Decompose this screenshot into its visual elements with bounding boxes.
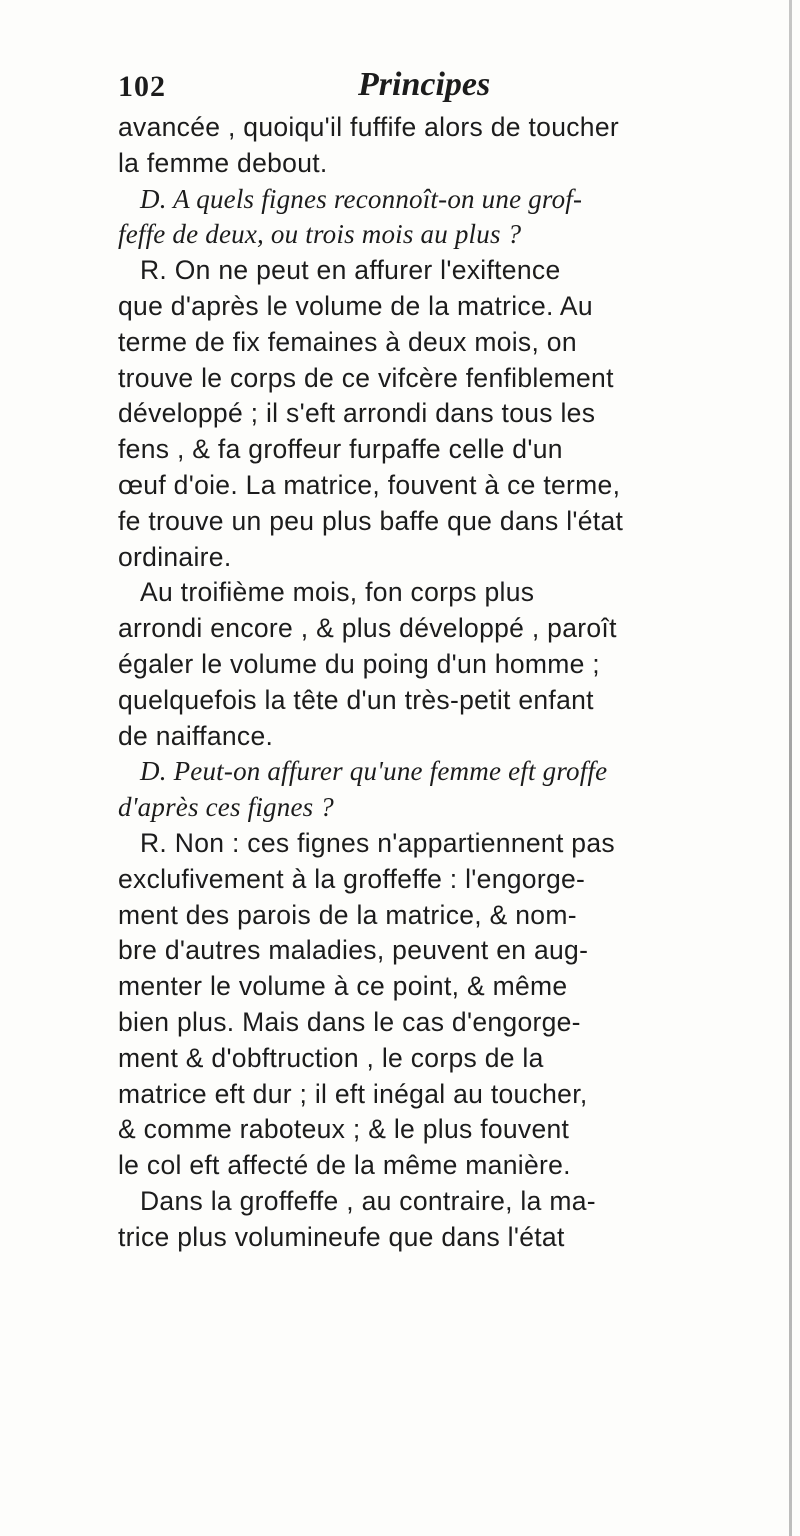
page-edge-shadow [789,0,792,1536]
text-line: trouve le corps de ce vifcère fenfiblement [118,362,614,393]
text-line: fe trouve un peu plus baffe que dans l'état [118,505,624,536]
text-line: égaler le volume du poing d'un homme ; [118,648,600,679]
text-line: bre d'autres maladies, peuvent en aug- [118,935,589,966]
text-line: fens , & fa groffeur furpaffe celle d'un [118,434,563,465]
question-line: feffe de deux, ou trois mois au plus ? [118,219,522,250]
page-number: 102 [118,70,166,103]
running-title: Principes [358,66,491,103]
text-line: exclufivement à la groffeffe : l'engorge- [118,863,586,894]
question-line: D. A quels fignes reconnoît-on une grof- [140,183,583,214]
answer-line: R. On ne peut en affurer l'exiftence [140,255,561,286]
text-line: le col eft affecté de la même manière. [118,1150,571,1181]
text-line: ordinaire. [118,541,232,572]
text-line: quelquefois la tête d'un très-petit enfant [118,684,594,715]
text-line: ment & d'obftruction , le corps de la [118,1042,544,1073]
page-header [118,66,718,110]
text-line: trice plus volumineufe que dans l'état [118,1221,565,1252]
text-line: la femme debout. [118,147,328,178]
text-line: Dans la groffeffe , au contraire, la ma- [140,1185,596,1216]
text-line: Au troifième mois, fon corps plus [140,577,535,608]
text-line: terme de fix femaines à deux mois, on [118,326,577,357]
question-line: D. Peut-on affurer qu'une femme eft groffe [140,756,608,787]
text-line: de naiffance. [118,720,274,751]
text-line: arrondi encore , & plus développé , paroît [118,613,617,644]
text-line: développé ; il s'eft arrondi dans tous les [118,398,596,429]
text-line: matrice eft dur ; il eft inégal au toucher, [118,1078,588,1109]
text-line: œuf d'oie. La matrice, fouvent à ce terme, [118,469,621,500]
body-text [118,110,788,1256]
question-line: d'après ces fignes ? [118,792,334,823]
text-line: bien plus. Mais dans le cas d'engorge- [118,1006,581,1037]
text-line: que d'après le volume de la matrice. Au [118,290,593,321]
text-line: avancée , quoiqu'il fuffife alors de toucher [118,112,619,142]
answer-line: R. Non : ces fignes n'appartiennent pas [140,827,615,858]
text-line: ment des parois de la matrice, & nom- [118,899,577,930]
text-line: menter le volume à ce point, & même [118,971,568,1002]
text-line: & comme raboteux ; & le plus fouvent [118,1114,570,1145]
